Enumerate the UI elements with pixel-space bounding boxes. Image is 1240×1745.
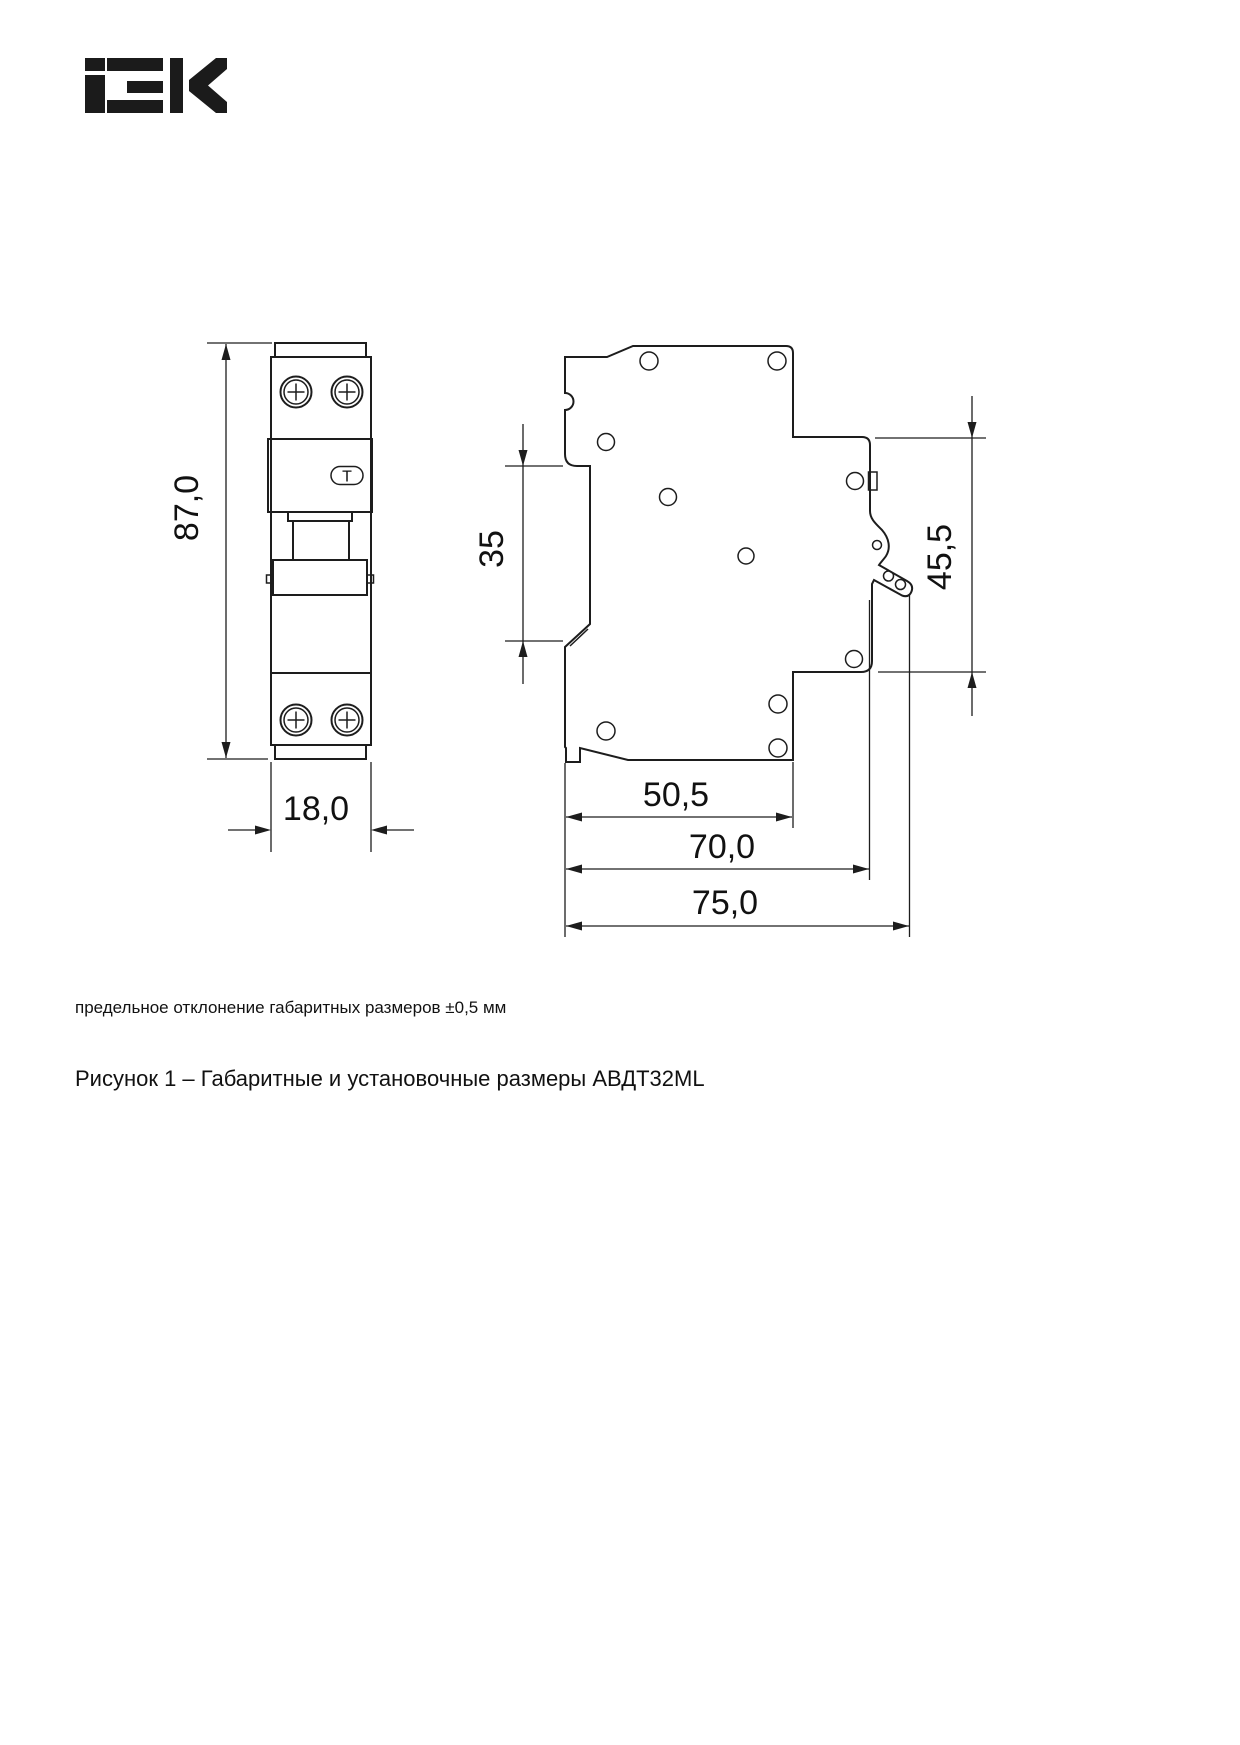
dim-full-depth [566,884,909,931]
hole-icon [847,473,864,490]
side-view [565,346,912,762]
front-body-outline [271,357,371,745]
dimension-label: 35 [473,530,511,568]
hole-icon [640,352,658,370]
toggle-handle [273,560,367,595]
dimension-label: 45,5 [921,523,959,591]
test-button [331,467,363,486]
arrowhead [893,922,909,931]
dim-front-height [168,343,272,759]
arrowhead [968,672,977,688]
arrowhead [566,922,582,931]
dim-din-slot [473,424,563,684]
din-clip-flap-line [570,629,588,646]
dimension-label: 87,0 [168,474,206,542]
front-face-plate [268,439,372,512]
hole-icon [768,352,786,370]
hole-icon [846,651,863,668]
arrowhead [519,641,528,657]
dim-front-width [228,762,414,852]
latch-hole-icon [884,571,894,581]
dimension-label: 18,0 [282,790,350,828]
tolerance-note: предельное отклонение габаритных размеров ±0,5 мм [75,998,507,1017]
latch-pivot-hole-icon [873,541,882,550]
logo-k-bar [170,58,183,113]
front-top-tab [275,343,366,357]
arrowhead [255,826,271,835]
arrowhead [566,865,582,874]
toggle-lever [267,512,374,595]
dimension-label: 75,0 [691,884,759,922]
hole-icon [660,489,677,506]
logo-k-chevron [189,58,227,113]
arrowhead [776,813,792,822]
arrowhead [968,422,977,438]
dim-depth-latch [566,828,869,874]
iek-logo [85,58,227,113]
arrowhead [222,344,231,360]
figure-caption: Рисунок 1 – Габаритные и установочные размеры АВДТ32ML [75,1066,705,1091]
dim-depth-step [566,776,792,822]
screw-icon [281,377,312,408]
arrowhead [519,450,528,466]
hole-icon [769,695,787,713]
dimension-label: 70,0 [688,828,756,866]
screw-icon [332,377,363,408]
logo-i-bar [85,75,105,113]
hole-icon [769,739,787,757]
arrowhead [853,865,869,874]
logo-e-bottom [107,100,163,113]
logo-e-top [107,58,163,71]
arrowhead [371,826,387,835]
dim-back-height [875,396,986,716]
arrowhead [566,813,582,822]
front-view [267,343,374,759]
hole-icon [598,434,615,451]
test-button-label: Т [342,468,352,486]
screw-icon [332,705,363,736]
arrowhead [222,742,231,758]
dimension-label: 50,5 [642,776,710,814]
logo-e-mid [127,81,163,93]
logo-i-dot [85,58,105,71]
front-bottom-tab [275,745,366,759]
screw-icon [281,705,312,736]
hole-icon [597,722,615,740]
latch-hole-icon [896,580,906,590]
hole-icon [738,548,754,564]
